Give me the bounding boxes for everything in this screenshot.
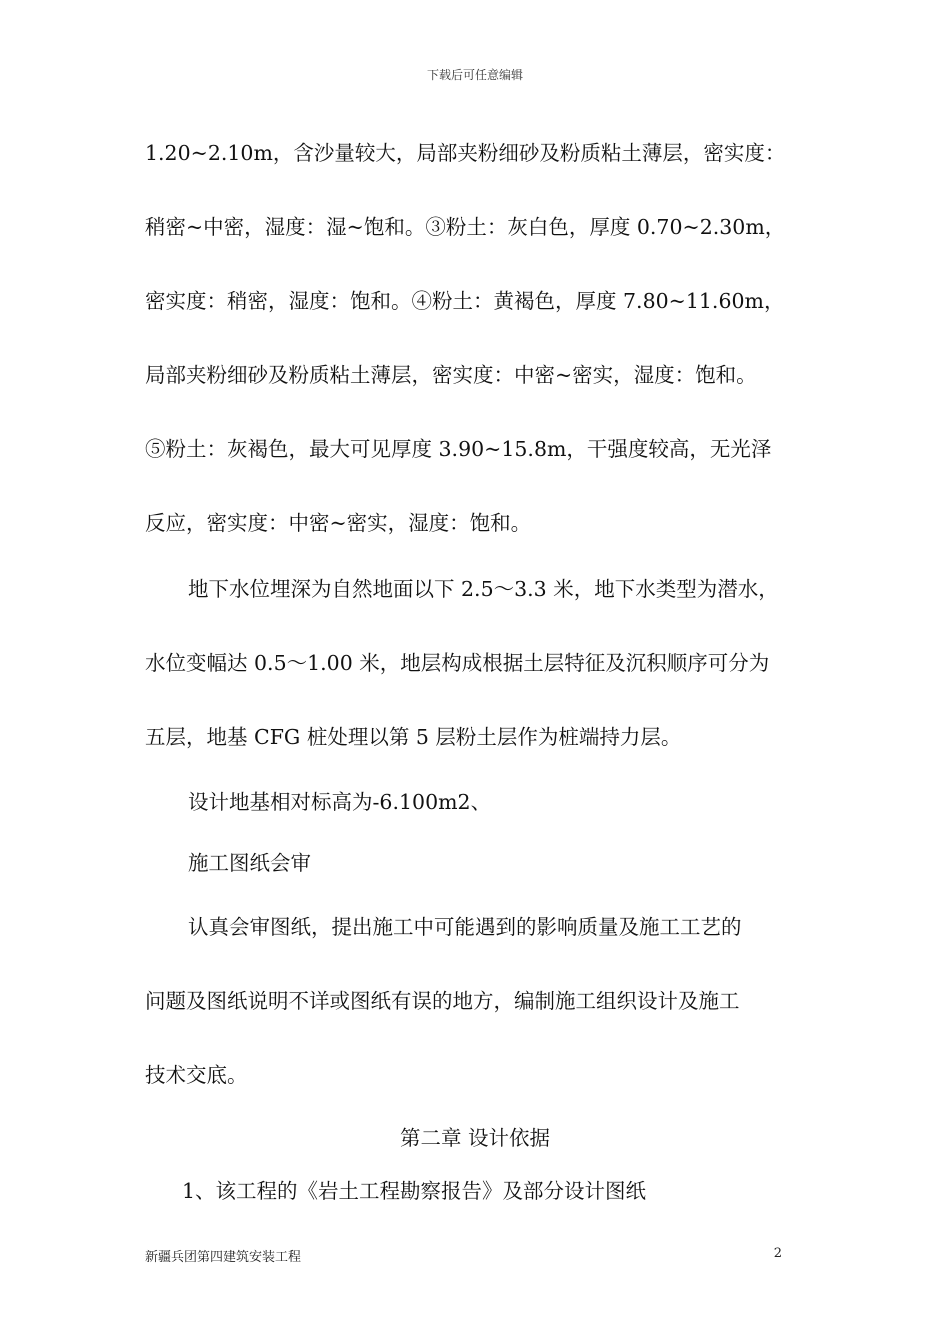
body-line: 1.20~2.10m，含沙量较大，局部夹粉细砂及粉质粘土薄层，密实度：	[145, 141, 786, 165]
body-line: 五层，地基 CFG 桩处理以第 5 层粉土层作为桩端持力层。	[145, 725, 682, 749]
chapter-title: 第二章 设计依据	[399, 1126, 551, 1150]
body-line: 密实度：稍密，湿度：饱和。④粉土：黄褐色，厚度 7.80~11.60m，	[145, 289, 785, 313]
footer-company: 新疆兵团第四建筑安装工程	[145, 1250, 302, 1265]
body-line: ⑤粉土：灰褐色，最大可见厚度 3.90~15.8m，干强度较高，无光泽	[145, 437, 772, 461]
design-elevation-line: 设计地基相对标高为-6.100m2、	[188, 790, 492, 814]
body-line: 反应，密实度：中密~密实，湿度：饱和。	[145, 511, 532, 535]
paragraph-first-line: 地下水位埋深为自然地面以下 2.5～3.3 米，地下水类型为潜水，	[188, 577, 779, 601]
page-header: 下载后可任意编辑	[426, 68, 523, 82]
body-line: 问题及图纸说明不详或图纸有误的地方，编制施工组织设计及施工	[145, 989, 740, 1013]
body-line: 技术交底。	[145, 1063, 248, 1087]
footer-page-number: 2	[773, 1246, 782, 1261]
body-line: 局部夹粉细砂及粉质粘土薄层，密实度：中密~密实，湿度：饱和。	[145, 363, 757, 387]
section-heading: 施工图纸会审	[188, 851, 311, 875]
body-line: 稍密~中密，湿度：湿~饱和。③粉土：灰白色，厚度 0.70~2.30m，	[145, 215, 786, 239]
body-line: 水位变幅达 0.5～1.00 米，地层构成根据土层特征及沉积顺序可分为	[145, 651, 770, 675]
paragraph-first-line: 认真会审图纸，提出施工中可能遇到的影响质量及施工工艺的	[188, 915, 742, 939]
numbered-item: 1、该工程的《岩土工程勘察报告》及部分设计图纸	[182, 1179, 647, 1203]
